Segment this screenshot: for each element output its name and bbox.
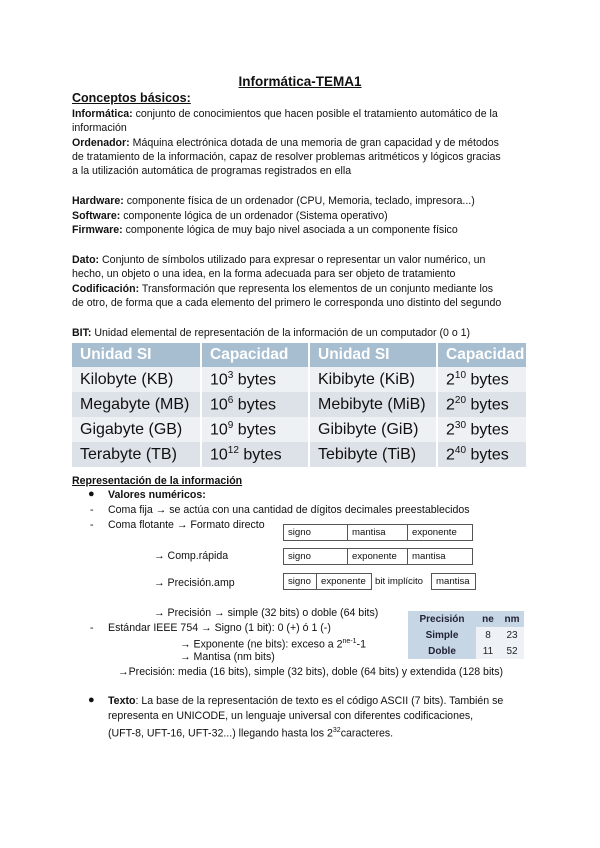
bullet-dot: ● bbox=[88, 694, 95, 706]
texto-line1 bbox=[108, 694, 503, 708]
column-header: ne bbox=[476, 611, 500, 627]
term: Informática: bbox=[72, 108, 133, 120]
table-row bbox=[72, 442, 527, 467]
exponente-pre: → Exponente (ne bits): exceso a 2 bbox=[180, 638, 343, 651]
table-row bbox=[408, 627, 524, 643]
field-box: signo bbox=[283, 524, 348, 541]
def-informatica bbox=[72, 107, 498, 121]
table-row bbox=[72, 367, 527, 392]
table-cell: Kilobyte (KB) bbox=[72, 367, 201, 392]
table-cell: Tebibyte (TiB) bbox=[309, 442, 437, 467]
table-cell: Kibibyte (KiB) bbox=[309, 367, 437, 392]
table-row bbox=[408, 643, 524, 659]
table-cell: Gigabyte (GB) bbox=[72, 417, 201, 442]
table-cell bbox=[437, 367, 527, 392]
table-cell: Terabyte (TB) bbox=[72, 442, 201, 467]
def-ordenador-cont2: a la utilización automática de programas registrados en ella bbox=[72, 165, 352, 177]
capacity-exponent: 20 bbox=[454, 394, 467, 406]
capacity-base: 10 bbox=[210, 446, 228, 464]
table-header-row bbox=[72, 343, 527, 367]
capacity-base: 2 bbox=[446, 421, 455, 439]
field-box: exponente bbox=[316, 573, 372, 590]
def-bit bbox=[72, 326, 470, 340]
def-ordenador-cont: de tratamiento de la información, capaz de resolver problemas aritméticos y lógicos gracias bbox=[72, 151, 501, 163]
def-hardware bbox=[72, 194, 475, 208]
capacity-unit: bytes bbox=[466, 371, 509, 389]
capacity-unit: bytes bbox=[466, 396, 509, 414]
term: Software: bbox=[72, 210, 121, 222]
capacity-exponent: 10 bbox=[454, 369, 467, 381]
table-cell bbox=[201, 442, 309, 467]
precision-table bbox=[408, 611, 524, 659]
capacity-base: 2 bbox=[446, 396, 455, 414]
capacity-unit: bytes bbox=[238, 446, 282, 464]
def-codificacion-cont: de otro, de forma que a cada elemento del primero le corresponda uno distinto del segundo bbox=[72, 297, 502, 309]
term: Codificación: bbox=[72, 283, 140, 295]
def-informatica-cont: información bbox=[72, 122, 127, 134]
table-cell: Mebibyte (MiB) bbox=[309, 392, 437, 417]
field-box: signo bbox=[283, 573, 317, 590]
field-box: mantisa bbox=[431, 573, 476, 590]
capacity-exponent: 40 bbox=[454, 444, 467, 456]
def-ordenador bbox=[72, 136, 499, 150]
term: Texto bbox=[108, 695, 136, 707]
capacity-base: 10 bbox=[210, 371, 228, 389]
table-cell: 52 bbox=[500, 643, 524, 659]
coma-fija-text: Coma fija → se actúa con una cantidad de dígitos decimales preestablecidos bbox=[108, 504, 470, 516]
column-header: Unidad SI bbox=[309, 343, 437, 367]
capacity-unit: bytes bbox=[466, 421, 509, 439]
precision-amp-diagram bbox=[284, 573, 476, 590]
capacity-unit: bytes bbox=[233, 396, 277, 414]
definition: Transformación que representa los elementos de un conjunto mediante los bbox=[139, 283, 494, 295]
column-header: Precisión bbox=[408, 611, 476, 627]
field-label: bit implícito bbox=[375, 576, 423, 587]
field-box: exponente bbox=[407, 524, 473, 541]
term: Ordenador: bbox=[72, 137, 130, 149]
precision-amp-text: → Precisión.amp bbox=[154, 577, 235, 589]
comp-rapida-diagram bbox=[284, 548, 473, 565]
valores-numericos-heading: Valores numéricos: bbox=[108, 489, 206, 501]
term: BIT: bbox=[72, 327, 92, 339]
def-software bbox=[72, 209, 388, 223]
representacion-heading: Representación de la información bbox=[72, 475, 243, 487]
def-codificacion bbox=[72, 282, 493, 296]
mantisa-text: → Mantisa (nm bits) bbox=[180, 651, 275, 663]
table-cell bbox=[437, 442, 527, 467]
bullet-dot: ● bbox=[88, 488, 95, 500]
definition: componente lógica de muy bajo nivel asociada a un componente físico bbox=[122, 224, 458, 236]
definition: componente lógica de un ordenador (Sistema operativo) bbox=[120, 210, 388, 222]
capacity-exponent: 3 bbox=[227, 369, 234, 381]
texto3-pre: (UFT-8, UFT-16, UFT-32...) llegando hasta los 2 bbox=[108, 727, 333, 740]
table-row bbox=[72, 392, 527, 417]
si-units-table bbox=[72, 343, 528, 467]
capacity-unit: bytes bbox=[233, 421, 277, 439]
term: Dato: bbox=[72, 254, 100, 266]
page-title: Informática-TEMA1 bbox=[238, 74, 362, 89]
column-header: Capacidad bbox=[201, 343, 309, 367]
table-cell: Gibibyte (GiB) bbox=[309, 417, 437, 442]
precision-simple-text: → Precisión → simple (32 bits) o doble (64 bits) bbox=[154, 607, 379, 619]
definition: : La base de la representación de texto es el código ASCII (7 bits). También se bbox=[135, 695, 504, 707]
table-row bbox=[72, 417, 527, 442]
texto3-sup: 32 bbox=[332, 727, 341, 734]
table-cell bbox=[437, 392, 527, 417]
dash: - bbox=[90, 519, 94, 531]
row-label: Doble bbox=[408, 643, 476, 659]
capacity-base: 10 bbox=[210, 421, 228, 439]
term: Firmware: bbox=[72, 224, 123, 236]
table-cell: 11 bbox=[476, 643, 500, 659]
table-cell bbox=[437, 417, 527, 442]
definition: Unidad elemental de representación de la información de un computador (0 o 1) bbox=[91, 327, 471, 339]
capacity-exponent: 30 bbox=[454, 419, 467, 431]
capacity-base: 2 bbox=[446, 371, 455, 389]
table-cell bbox=[201, 392, 309, 417]
comp-rapida-text: → Comp.rápida bbox=[154, 550, 229, 562]
definition: Conjunto de símbolos utilizado para expresar o representar un valor numérico, un bbox=[99, 254, 486, 266]
table-cell: 8 bbox=[476, 627, 500, 643]
capacity-unit: bytes bbox=[233, 371, 277, 389]
column-header: Capacidad bbox=[437, 343, 527, 367]
field-box: signo bbox=[283, 548, 348, 565]
capacity-exponent: 6 bbox=[227, 394, 234, 406]
column-header: Unidad SI bbox=[72, 343, 201, 367]
def-firmware bbox=[72, 223, 458, 237]
texto-line3 bbox=[108, 724, 393, 741]
def-dato bbox=[72, 253, 485, 267]
definition: Máquina electrónica dotada de una memoria de gran capacidad y de métodos bbox=[129, 137, 499, 149]
capacity-exponent: 9 bbox=[227, 419, 234, 431]
term: Hardware: bbox=[72, 195, 124, 207]
definition: componente física de un ordenador (CPU, Memoria, teclado, impresora...) bbox=[123, 195, 475, 207]
texto3-post: caracteres. bbox=[340, 727, 394, 740]
coma-flotante-text: Coma flotante → Formato directo bbox=[108, 519, 265, 531]
table-cell bbox=[201, 417, 309, 442]
capacity-exponent: 12 bbox=[227, 444, 239, 456]
field-box: mantisa bbox=[347, 524, 408, 541]
texto-line2: representa en UNICODE, un lenguaje universal con diferentes codificaciones, bbox=[108, 710, 474, 722]
table-cell: 23 bbox=[500, 627, 524, 643]
table-header-row bbox=[408, 611, 524, 627]
exponente-post: -1 bbox=[356, 638, 366, 651]
ieee-text: Estándar IEEE 754 → Signo (1 bit): 0 (+) ó 1 (-) bbox=[108, 622, 331, 634]
column-header: nm bbox=[500, 611, 524, 627]
precision-line: →Precisión: media (16 bits), simple (32 bits), doble (64 bits) y extendida (128 bits) bbox=[118, 666, 504, 678]
formato-directo-diagram bbox=[284, 524, 473, 541]
capacity-base: 2 bbox=[446, 446, 455, 464]
conceptos-heading: Conceptos básicos: bbox=[72, 91, 191, 105]
exponente-sup: ne-1 bbox=[342, 638, 357, 645]
row-label: Simple bbox=[408, 627, 476, 643]
field-box: exponente bbox=[347, 548, 408, 565]
dash: - bbox=[90, 622, 94, 634]
table-cell bbox=[201, 367, 309, 392]
table-cell: Megabyte (MB) bbox=[72, 392, 201, 417]
capacity-unit: bytes bbox=[466, 446, 509, 464]
definition: conjunto de conocimientos que hacen posible el tratamiento automático de la bbox=[132, 108, 498, 120]
dash: - bbox=[90, 504, 94, 516]
capacity-base: 10 bbox=[210, 396, 228, 414]
field-box: mantisa bbox=[407, 548, 473, 565]
def-dato-cont: hecho, un objeto o una idea, en la forma adecuada para ser objeto de tratamiento bbox=[72, 268, 456, 280]
